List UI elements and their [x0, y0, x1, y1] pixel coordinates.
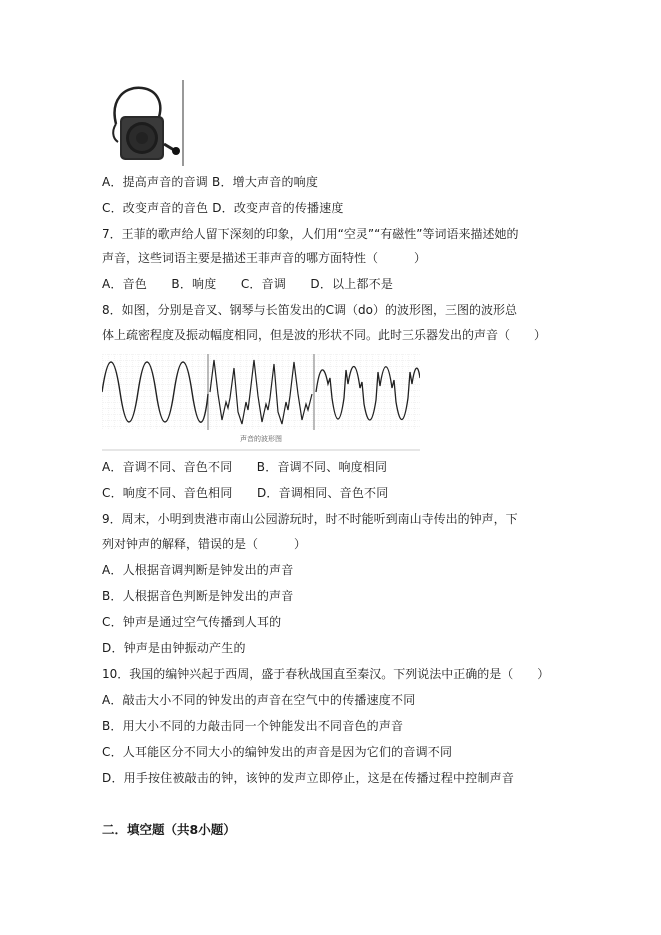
section-heading-fill-in: 二．填空题（共8小题）: [102, 822, 236, 837]
q9-option-c: C．钟声是通过空气传播到人耳的: [102, 615, 282, 629]
q7-stem-line1: 7．王菲的歌声给人留下深刻的印象，人们用“空灵”“有磁性”等词语来描述她的: [102, 227, 519, 241]
q8-stem-line1: 8．如图，分别是音叉、钢琴与长笛发出的C调（do）的波形图，三图的波形总: [102, 303, 517, 317]
q7-options: A．音色 B．响度 C．音调 D．以上都不是: [102, 277, 394, 291]
q9-stem-line2: 列对钟声的解释，错误的是（ ）: [102, 537, 307, 551]
q10-stem: 10．我国的编钟兴起于西周，盛于春秋战国直至秦汉。下列说法中正确的是（ ）: [102, 667, 550, 681]
q10-option-d: D．用手按住被敲击的钟，该钟的发声立即停止，这是在传播过程中控制声音: [102, 771, 515, 785]
q6-options-cd: C．改变声音的音色 D．改变声音的传播速度: [102, 201, 344, 215]
waveform-caption: 声音的波形图: [240, 435, 282, 443]
q9-option-a: A．人根据音调判断是钟发出的声音: [102, 563, 294, 577]
q9-option-d: D．钟声是由钟振动产生的: [102, 641, 246, 655]
q10-option-c: C．人耳能区分不同大小的编钟发出的声音是因为它们的音调不同: [102, 745, 453, 759]
q9-stem-line1: 9．周末，小明到贵港市南山公园游玩时，时不时能听到南山寺传出的钟声，下: [102, 512, 518, 526]
q8-stem-line2: 体上疏密程度及振动幅度相同，但是波的形状不同。此时三乐器发出的声音（ ）: [102, 328, 547, 342]
q7-stem-line2: 声音，这些词语主要是描述王菲声音的哪方面特性（ ）: [102, 251, 427, 265]
speaker-figure: [102, 80, 184, 166]
q6-options-ab: A．提高声音的音调 B．增大声音的响度: [102, 175, 319, 189]
q9-option-b: B．人根据音色判断是钟发出的声音: [102, 589, 294, 603]
q8-options-cd: C．响度不同、音色相同 D．音调相同、音色不同: [102, 486, 389, 500]
q10-option-b: B．用大小不同的力敲击同一个钟能发出不同音色的声音: [102, 719, 404, 733]
q10-option-a: A．敲击大小不同的钟发出的声音在空气中的传播速度不同: [102, 693, 416, 707]
q8-options-ab: A．音调不同、音色不同 B．音调不同、响度相同: [102, 460, 388, 474]
